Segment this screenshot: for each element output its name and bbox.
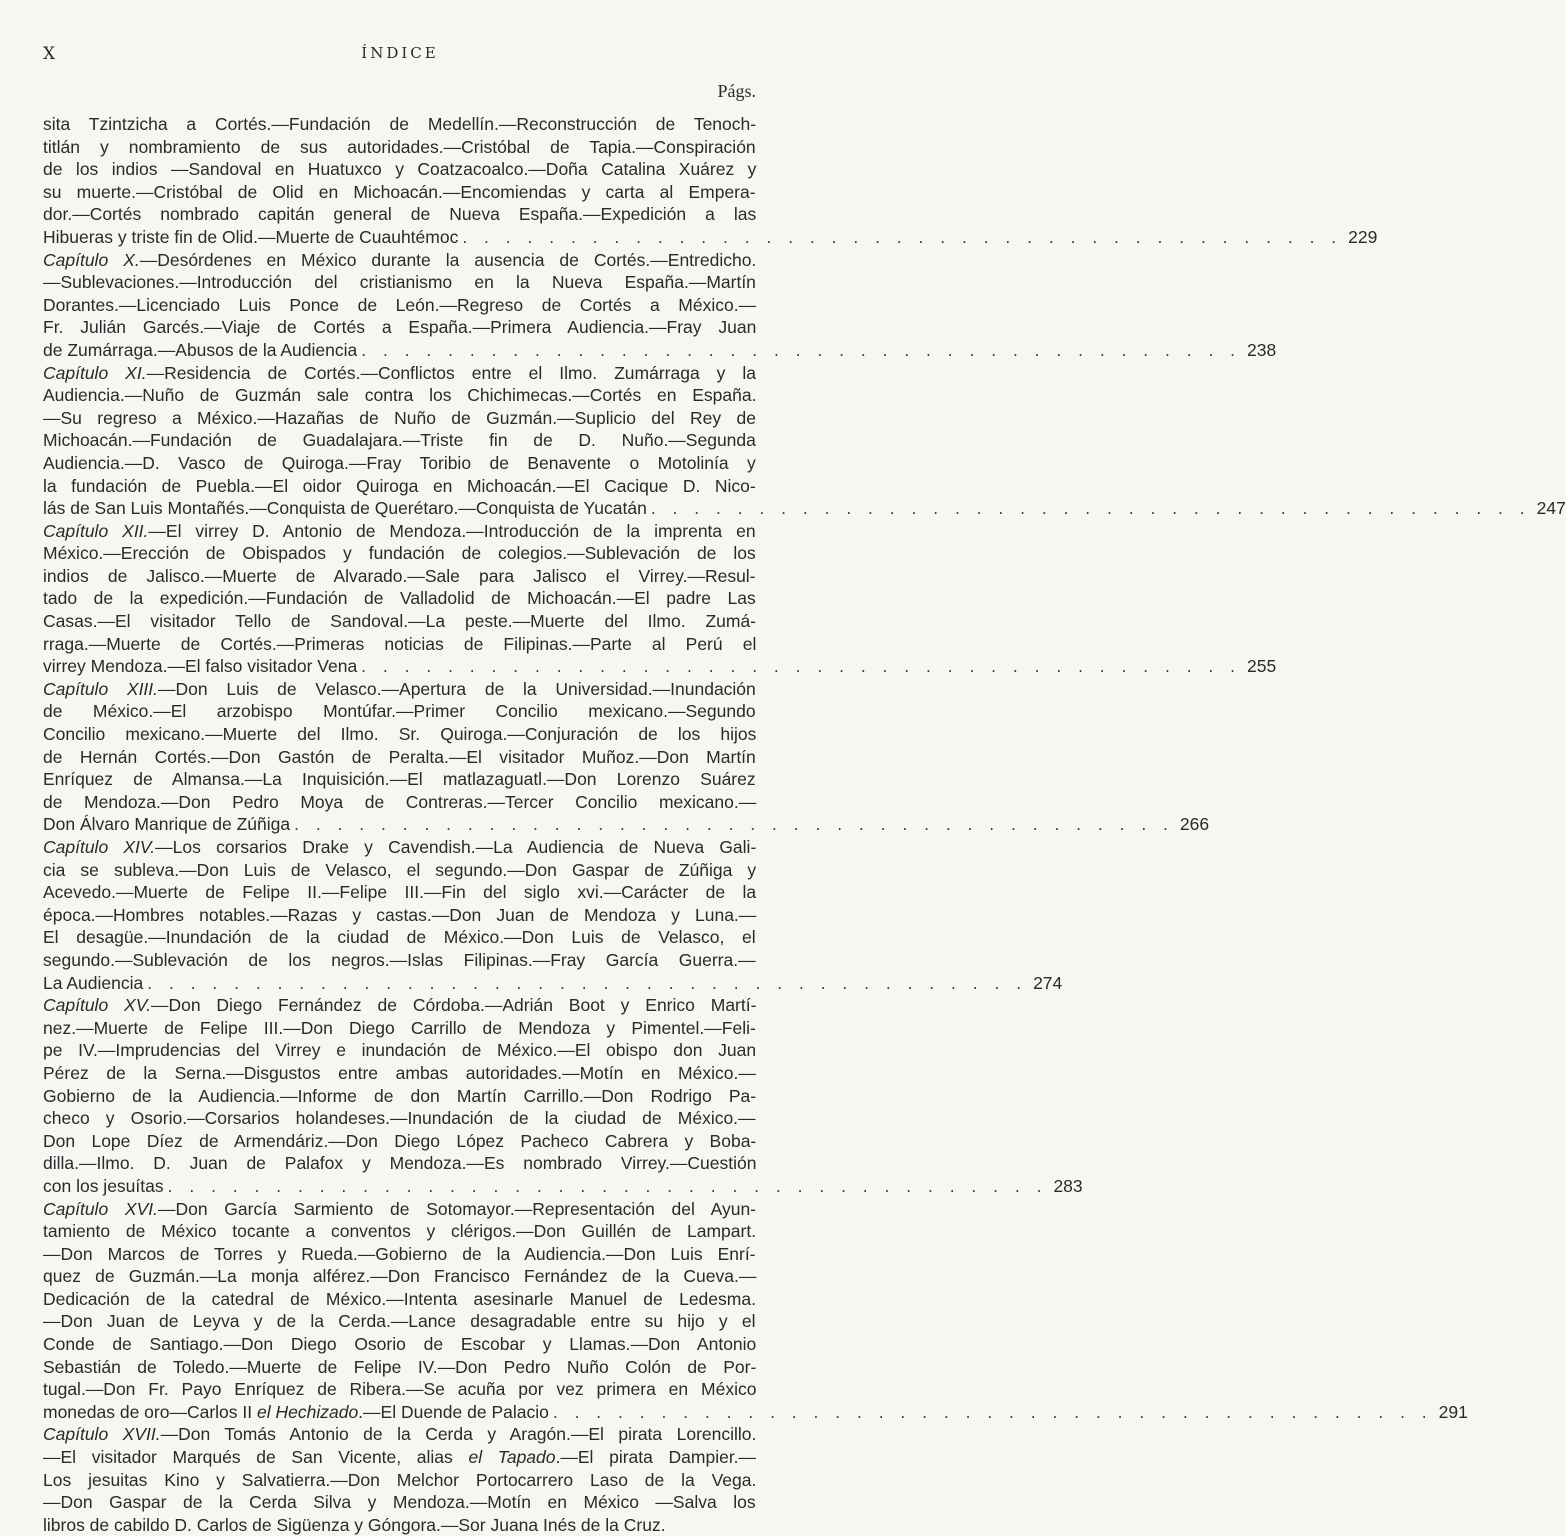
toc-line-text: nez.—Muerte de Felipe III.—Don Diego Carrillo de Mendoza y Pimentel.—Feli-: [43, 1017, 756, 1038]
dot-leader: . . . . . . . . . . . . . . . . . . . . . . . . . . . . . . . . . . . . . . . . .: [167, 1175, 1048, 1196]
toc-line: [43, 1085, 756, 1108]
chapter-label: Capítulo X.: [43, 249, 140, 270]
toc-line-text: libros de cabildo D. Carlos de Sigüenza y Góngora.—Sor Juana Inés de la Cruz.: [43, 1514, 666, 1535]
toc-line-text: —Don Luis de Velasco.—Apertura de la Universidad.—Inundación: [158, 678, 756, 699]
toc-line: [43, 1198, 756, 1221]
toc-line-text: tamiento de México tocante a conventos y clérigos.—Don Guillén de Lampart.: [43, 1221, 757, 1242]
toc-line: [43, 1491, 756, 1514]
chapter-label: Capítulo XII.: [43, 520, 149, 541]
toc-line: [43, 655, 1277, 678]
chapter-label: Capítulo XIII.: [43, 678, 159, 699]
toc-line-text: de Zumárraga.—Abusos de la Audiencia: [43, 339, 358, 360]
toc-line: [43, 384, 756, 407]
page-number: 247: [1536, 498, 1566, 519]
toc-line-text: rraga.—Muerte de Cortés.—Primeras noticias de Filipinas.—Parte al Perú el: [43, 633, 757, 654]
toc-line-text: —El virrey D. Antonio de Mendoza.—Introducción de la imprenta en: [148, 520, 756, 541]
toc-entry: [43, 249, 1277, 362]
dot-leader: . . . . . . . . . . . . . . . . . . . . . . . . . . . . . . . . . . . . . . . . .: [552, 1401, 1433, 1422]
toc-line: [43, 610, 756, 633]
toc-line: [43, 859, 756, 882]
toc-line-text: checo y Osorio.—Corsarios holandeses.—Inundación de la ciudad de México.—: [43, 1108, 756, 1129]
toc-line-text: Acevedo.—Muerte de Felipe II.—Felipe III.—Fin del siglo xvi.—Carácter de la: [43, 882, 757, 903]
toc-entry: [43, 836, 1063, 994]
toc-line-text: indios de Jalisco.—Muerte de Alvarado.—Sale para Jalisco el Virrey.—Resul-: [43, 565, 756, 586]
toc-line: [43, 565, 756, 588]
toc-line-text: de Mendoza.—Don Pedro Moya de Contreras.—Tercer Concilio mexicano.—: [43, 791, 757, 812]
toc-line: [43, 678, 756, 701]
toc-line: [43, 836, 756, 859]
toc-line: [43, 1469, 756, 1492]
chapter-label: Capítulo XVI.: [43, 1198, 158, 1219]
toc-line-text: monedas de oro—Carlos II el Hechizado.—El Duende de Palacio: [43, 1401, 549, 1422]
chapter-label: Capítulo XVII.: [43, 1424, 161, 1445]
toc-line: [43, 294, 756, 317]
toc-line-text: con los jesuítas: [43, 1175, 164, 1196]
toc-line-text: Conde de Santiago.—Don Diego Osorio de Escobar y Llamas.—Don Antonio: [43, 1334, 757, 1355]
toc-line: [43, 633, 756, 656]
toc-line-text: sita Tzintzicha a Cortés.—Fundación de Medellín.—Reconstrucción de Tenoch-: [43, 114, 757, 134]
toc-line: [43, 1152, 756, 1175]
page-number: 283: [1053, 1175, 1083, 1196]
toc-line-text: época.—Hombres notables.—Razas y castas.—Don Juan de Mendoza y Luna.—: [43, 904, 757, 925]
toc-line-text: El desagüe.—Inundación de la ciudad de México.—Don Luis de Velasco, el: [43, 927, 756, 948]
toc-line: [43, 746, 756, 769]
toc-line: [43, 249, 756, 272]
toc-line: [43, 700, 756, 723]
toc-line-text: la fundación de Puebla.—El oidor Quiroga en Michoacán.—El Cacique D. Nico-: [43, 475, 756, 496]
toc-line: [43, 1130, 756, 1153]
toc-line: [43, 1062, 756, 1085]
toc-line: [43, 1288, 756, 1311]
toc-line-text: Fr. Julián Garcés.—Viaje de Cortés a España.—Primera Audiencia.—Fray Juan: [43, 317, 757, 338]
page-number: 255: [1247, 656, 1277, 677]
toc-line: [43, 542, 756, 565]
toc-line-text: Enríquez de Almansa.—La Inquisición.—El matlazaguatl.—Don Lorenzo Suárez: [43, 769, 756, 790]
toc-line: [43, 1243, 756, 1266]
toc-line: [43, 1310, 756, 1333]
toc-line-text: Gobierno de la Audiencia.—Informe de don Martín Carrillo.—Don Rodrigo Pa-: [43, 1085, 757, 1106]
toc-line-text: Sebastián de Toledo.—Muerte de Felipe IV.—Don Pedro Nuño Colón de Por-: [43, 1356, 757, 1377]
toc-entry: [43, 678, 1210, 836]
toc-line-text: tado de la expedición.—Fundación de Valladolid de Michoacán.—El padre Las: [43, 588, 756, 609]
page-number: 229: [1348, 226, 1378, 247]
toc-line-text: —Residencia de Cortés.—Conflictos entre el Ilmo. Zumárraga y la: [146, 362, 757, 383]
toc-line-text: Dorantes.—Licenciado Luis Ponce de León.—Regreso de Cortés a México.—: [43, 294, 757, 315]
toc-line-text: —Don Tomás Antonio de la Cerda y Aragón.—El pirata Lorencillo.: [160, 1424, 757, 1445]
toc-line-text: —Don Marcos de Torres y Rueda.—Gobierno de la Audiencia.—Don Luis Enrí-: [43, 1243, 756, 1264]
toc-line: [43, 113, 756, 136]
toc-entry: [43, 994, 1083, 1197]
toc-line-text: Audiencia.—Nuño de Guzmán sale contra los Chichimecas.—Cortés en España.: [43, 385, 757, 406]
toc-line: [43, 1514, 756, 1536]
toc-line: [43, 339, 1277, 362]
toc-line-text: de los indios —Sandoval en Huatuxco y Coatzacoalco.—Doña Catalina Xuárez y: [43, 159, 757, 180]
toc-line-text: Dedicación de la catedral de México.—Intenta asesinarle Manuel de Ledesma.: [43, 1288, 756, 1309]
toc-line-text: cia se subleva.—Don Luis de Velasco, el segundo.—Don Gaspar de Zúñiga y: [43, 859, 757, 880]
toc-line-text: virrey Mendoza.—El falso visitador Vena: [43, 656, 358, 677]
toc-line: [43, 1265, 756, 1288]
toc-entry: [43, 1198, 1468, 1424]
toc-line: [43, 813, 1210, 836]
toc-line-text: segundo.—Sublevación de los negros.—Islas Filipinas.—Fray García Guerra.—: [43, 949, 756, 970]
toc-line-text: Don Lope Díez de Armendáriz.—Don Diego López Pacheco Cabrera y Boba-: [43, 1130, 757, 1151]
toc-line-text: La Audiencia: [43, 972, 144, 993]
chapter-label: Capítulo XIV.: [43, 837, 156, 857]
dot-leader: . . . . . . . . . . . . . . . . . . . . . . . . . . . . . . . . . . . . . . . . .: [462, 226, 1343, 247]
toc-line: [43, 1175, 1083, 1198]
dot-leader: . . . . . . . . . . . . . . . . . . . . . . . . . . . . . . . . . . . . . . . . .: [361, 339, 1242, 360]
toc-entry: [43, 362, 1566, 520]
toc-line: [43, 587, 756, 610]
toc-line: [43, 362, 756, 385]
chapter-label: Capítulo XI.: [43, 362, 147, 383]
toc-line: [43, 972, 1063, 995]
toc-line: [43, 158, 756, 181]
toc-line: [43, 181, 756, 204]
toc-line: [43, 1017, 756, 1040]
page-number: 274: [1033, 972, 1063, 993]
running-title: ÍNDICE: [361, 44, 439, 62]
toc-line-text: —Sublevaciones.—Introducción del cristianismo en la Nueva España.—Martín: [43, 272, 756, 293]
toc-line: [43, 926, 756, 949]
toc-line-text: —Don Juan de Leyva y de la Cerda.—Lance desagradable entre su hijo y el: [43, 1311, 756, 1332]
toc-line-text: —Los corsarios Drake y Cavendish.—La Audiencia de Nueva Gali-: [155, 837, 757, 857]
toc-line: [43, 949, 756, 972]
toc-line-text: Los jesuitas Kino y Salvatierra.—Don Melchor Portocarrero Laso de la Vega.: [43, 1469, 757, 1490]
dot-leader: . . . . . . . . . . . . . . . . . . . . . . . . . . . . . . . . . . . . . . . . .: [294, 814, 1174, 835]
toc-line: [43, 1446, 756, 1469]
toc-line-text: Michoacán.—Fundación de Guadalajara.—Triste fin de D. Nuño.—Segunda: [43, 430, 756, 451]
chapter-label: Capítulo XV.: [43, 995, 151, 1016]
page-number: 291: [1438, 1401, 1468, 1422]
toc-entry: [43, 113, 1378, 249]
toc-line-text: titlán y nombramiento de sus autoridades.—Cristóbal de Tapia.—Conspiración: [43, 136, 756, 157]
toc-line-text: dor.—Cortés nombrado capitán general de Nueva España.—Expedición a las: [43, 204, 757, 225]
toc-line-text: Concilio mexicano.—Muerte del Ilmo. Sr. Quiroga.—Conjuración de los hijos: [43, 724, 757, 745]
toc-line: [43, 1220, 756, 1243]
toc-line: [43, 497, 1566, 520]
toc-line-text: dilla.—Ilmo. D. Juan de Palafox y Mendoza.—Es nombrado Virrey.—Cuestión: [43, 1153, 757, 1174]
toc-line: [43, 407, 756, 430]
toc-line: [43, 723, 756, 746]
toc-line: [43, 1401, 1468, 1424]
toc-line-text: pe IV.—Imprudencias del Virrey e inundación de México.—El obispo don Juan: [43, 1040, 757, 1061]
toc-line-text: de México.—El arzobispo Montúfar.—Primer Concilio mexicano.—Segundo: [43, 701, 756, 722]
toc-line-text: tugal.—Don Fr. Payo Enríquez de Ribera.—Se acuña por vez primera en México: [43, 1379, 757, 1400]
toc-line: [43, 203, 756, 226]
toc-line: [43, 429, 756, 452]
toc-line-text: —Don Diego Fernández de Córdoba.—Adrián Boot y Enrico Martí-: [150, 995, 757, 1016]
toc-entry: [43, 520, 1277, 678]
toc-line: [43, 1423, 756, 1446]
toc-line-text: su muerte.—Cristóbal de Olid en Michoacán.—Encomiendas y carta al Empera-: [43, 181, 756, 202]
toc-line-text: de Hernán Cortés.—Don Gastón de Peralta.—El visitador Muñoz.—Don Martín: [43, 746, 756, 767]
toc-line-text: Don Álvaro Manrique de Zúñiga: [43, 814, 291, 835]
toc-line: [43, 136, 756, 159]
toc-line: [43, 994, 756, 1017]
toc-line: [43, 1378, 756, 1401]
toc-line-text: México.—Erección de Obispados y fundación de colegios.—Sublevación de los: [43, 543, 756, 564]
toc-line: [43, 1039, 756, 1062]
page-number: 238: [1247, 339, 1277, 360]
toc-line: [43, 452, 756, 475]
toc-line: [43, 768, 756, 791]
dot-leader: . . . . . . . . . . . . . . . . . . . . . . . . . . . . . . . . . . . . . . . . .: [650, 498, 1531, 519]
toc-line: [43, 881, 756, 904]
toc-line: [43, 475, 756, 498]
toc-line-text: Casas.—El visitador Tello de Sandoval.—La peste.—Muerte del Ilmo. Zumá-: [43, 611, 757, 632]
toc-line-text: Pérez de la Serna.—Disgustos entre ambas autoridades.—Motín en México.—: [43, 1062, 756, 1083]
toc-line-text: —Su regreso a México.—Hazañas de Nuño de Guzmán.—Suplicio del Rey de: [43, 407, 756, 428]
toc-line: [43, 1333, 756, 1356]
page-folio: X: [43, 44, 57, 64]
dot-leader: . . . . . . . . . . . . . . . . . . . . . . . . . . . . . . . . . . . . . . . . .: [147, 972, 1028, 993]
toc-line: [43, 226, 1378, 249]
toc-line: [43, 271, 756, 294]
toc-line-text: —Desórdenes en México durante la ausencia de Cortés.—Entredicho.: [139, 249, 757, 270]
toc-line: [43, 1107, 756, 1130]
toc-line-text: lás de San Luis Montañés.—Conquista de Querétaro.—Conquista de Yucatán: [43, 498, 647, 519]
toc-line-text: —El visitador Marqués de San Vicente, alias el Tapado.—El pirata Dampier.—: [43, 1447, 757, 1468]
toc-line-text: —Don García Sarmiento de Sotomayor.—Representación del Ayun-: [157, 1198, 757, 1219]
toc-line: [43, 520, 756, 543]
toc-line-text: Audiencia.—D. Vasco de Quiroga.—Fray Toribio de Benavente o Motolinía y: [43, 452, 756, 473]
toc-line-text: quez de Guzmán.—La monja alférez.—Don Francisco Fernández de la Cueva.—: [43, 1266, 757, 1287]
toc-line: [43, 904, 756, 927]
toc-line: [43, 316, 756, 339]
toc-line: [43, 791, 756, 814]
toc-line: [43, 1356, 756, 1379]
toc-line-text: Hibueras y triste fin de Olid.—Muerte de Cuauhtémoc: [43, 226, 459, 247]
pages-column-label: Págs.: [717, 81, 756, 101]
toc-line-text: —Don Gaspar de la Cerda Silva y Mendoza.—Motín en México —Salva los: [43, 1492, 756, 1513]
dot-leader: . . . . . . . . . . . . . . . . . . . . . . . . . . . . . . . . . . . . . . . . .: [361, 656, 1241, 677]
table-of-contents: [43, 113, 1566, 1536]
toc-entry: [43, 1423, 756, 1536]
page-number: 266: [1179, 814, 1210, 835]
